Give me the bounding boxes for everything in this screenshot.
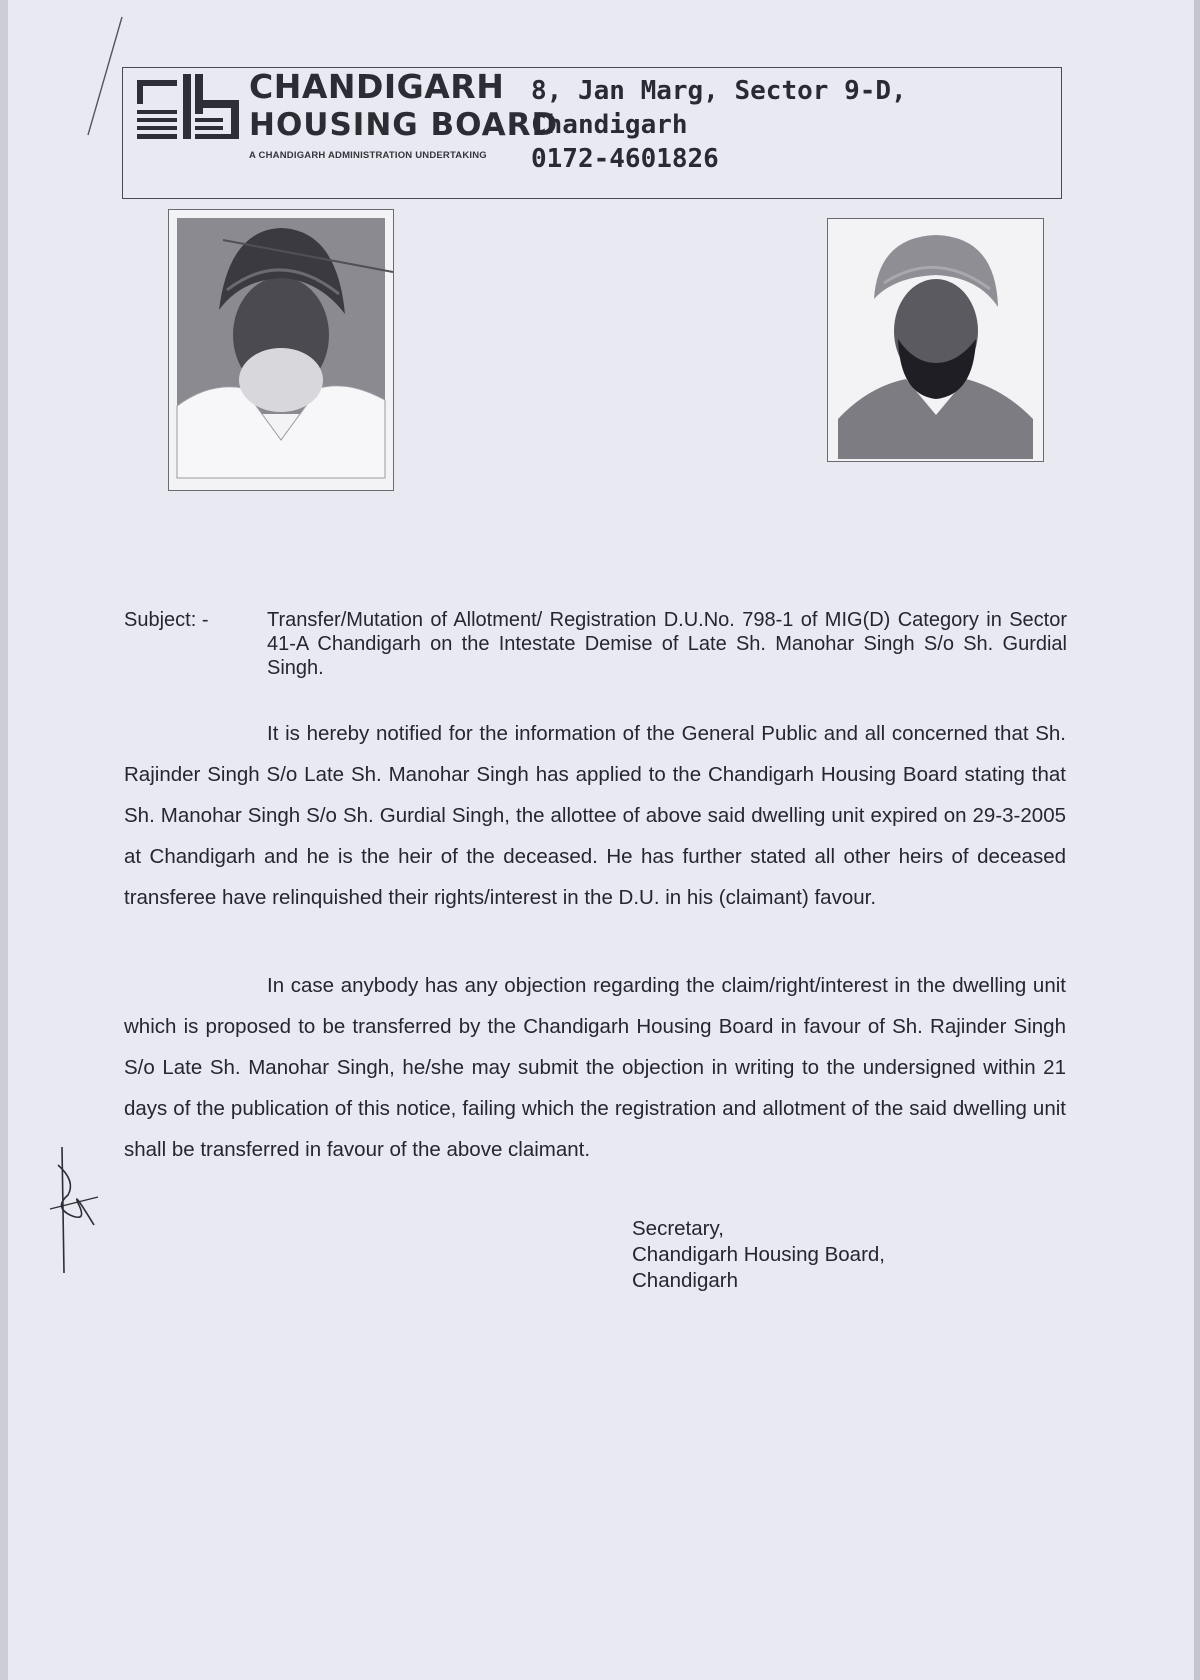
letterhead-box [122,67,1062,199]
signatory-organisation: Chandigarh Housing Board, [632,1243,885,1266]
signature-block [632,1216,885,1294]
signatory-title: Secretary, [632,1217,724,1240]
handwritten-initials [48,1145,104,1273]
org-name-line2: HOUSING BOARD [249,107,559,143]
notice-paragraph-2 [124,965,1066,1170]
claimant-photo [827,218,1044,462]
address-line1: 8, Jan Marg, Sector 9-D, [531,76,907,106]
subject-label: Subject: - [124,609,209,631]
subject-text: Transfer/Mutation of Allotment/ Registration D.U.No. 798-1 of MIG(D) Category in Sector 41-A Chandigarh on the Intestate Demise of Late Sh. Manohar Singh S/o Sh. Gurdial Singh. [267,609,1067,679]
org-name [249,68,558,144]
page-edge-shadow [0,0,8,1680]
org-tagline: A CHANDIGARH ADMINISTRATION UNDERTAKING [249,150,487,161]
deceased-allottee-photo [168,209,394,491]
phone-number: 0172-4601826 [531,144,719,174]
org-name-line1: CHANDIGARH [249,67,505,106]
notice-paragraph-1-text: It is hereby notified for the information of the General Public and all concerned that Sh. Rajinder Singh S/o Late Sh. Manohar Singh has applied to the Chandigarh Housing Board stating that Sh. Manohar Singh S/o Sh. Gurdial Singh, the allottee of above said dwelling unit expired on 29-3-2005 at Chandigarh and he is the heir of the deceased. He has further stated all other heirs of deceased transferee have relinquished their rights/interest in the D.U. in his (claimant) favour. [124,722,1066,909]
pen-mark [70,15,130,145]
notice-paragraph-2-text: In case anybody has any objection regarding the claim/right/interest in the dwelling unit which is proposed to be transferred by the Chandigarh Housing Board in favour of Sh. Rajinder Singh S/o Late Sh. Manohar Singh, he/she may submit the objection in writing to the undersigned within 21 days of the publication of this notice, failing which the registration and allotment of the said dwelling unit shall be transferred in favour of the above claimant. [124,974,1066,1161]
page-edge-shadow [1194,0,1200,1680]
signatory-city: Chandigarh [632,1269,738,1292]
notice-paragraph-1 [124,713,1066,918]
housing-board-logo [133,72,245,148]
org-address [531,74,907,176]
address-line2: Chandigarh [531,110,688,140]
